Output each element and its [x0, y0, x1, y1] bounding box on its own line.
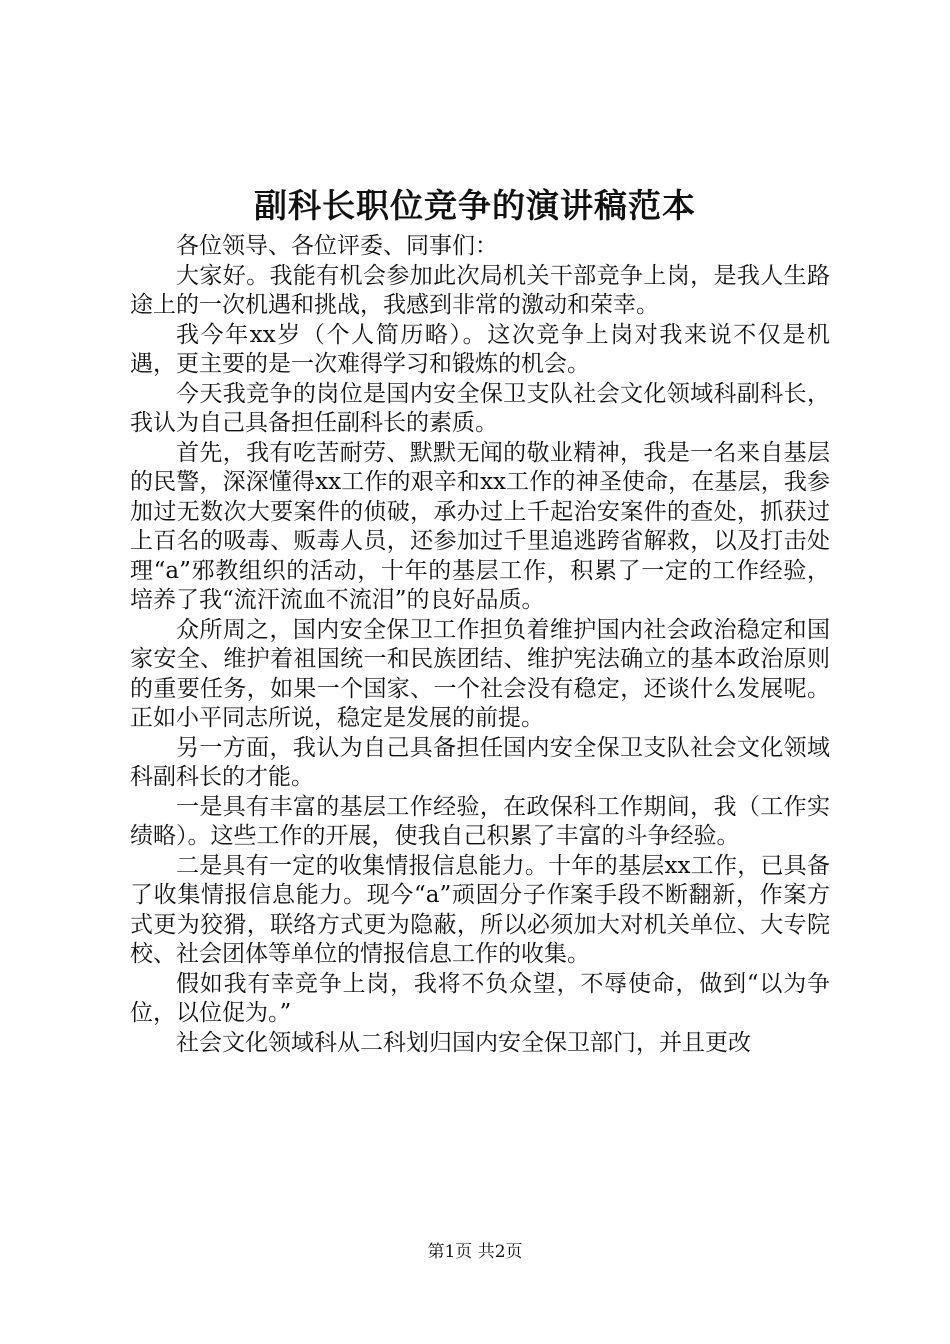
paragraph: 一是具有丰富的基层工作经验，在政保科工作期间，我（工作实绩略）。这些工作的开展，使我自己积累了丰富的斗争经验。	[130, 793, 830, 849]
paragraph: 今天我竞争的岗位是国内安全保卫支队社会文化领域科副科长，我认为自己具备担任副科长的素质。	[130, 380, 830, 436]
paragraph: 另一方面，我认为自己具备担任国内安全保卫支队社会文化领域科副科长的才能。	[130, 734, 830, 790]
paragraph: 首先，我有吃苦耐劳、默默无闻的敬业精神，我是一名来自基层的民警，深深懂得xx工作的艰辛和xx工作的神圣使命，在基层，我参加过无数次大要案件的侦破，承办过上千起治安案件的查处，抓获过上百名的吸毒、贩毒人员，还参加过千里追逃跨省解救，以及打击处理“a”邪教组织的活动，十年的基层工作，积累了一定的工作经验，培养了我“流汗流血不流泪”的良好品质。	[130, 439, 830, 613]
paragraph: 假如我有幸竞争上岗，我将不负众望，不辱使命，做到“以为争位，以位促为。”	[130, 970, 830, 1026]
paragraph: 二是具有一定的收集情报信息能力。十年的基层xx工作，已具备了收集情报信息能力。现今“a”顽固分子作案手段不断翻新，作案方式更为狡猾，联络方式更为隐蔽，所以必须加大对机关单位、大专院校、社会团体等单位的情报信息工作的收集。	[130, 852, 830, 967]
paragraph: 社会文化领域科从二科划归国内安全保卫部门，并且更改	[176, 1029, 751, 1056]
paragraph: 众所周之，国内安全保卫工作担负着维护国内社会政治稳定和国家安全、维护着祖国统一和民族团结、维护宪法确立的基本政治原则的重要任务，如果一个国家、一个社会没有稳定，还谈什么发展呢。正如小平同志所说，稳定是发展的前提。	[130, 616, 830, 731]
paragraph: 我今年xx岁（个人简历略）。这次竞争上岗对我来说不仅是机遇，更主要的是一次难得学习和锻炼的机会。	[130, 321, 830, 377]
document-body	[130, 232, 830, 1058]
paragraph-greeting: 各位领导、各位评委、同事们：	[176, 233, 498, 259]
page-footer: 第1页 共2页	[427, 1242, 523, 1262]
document-title: 副科长职位竞争的演讲稿范本	[254, 186, 696, 225]
paragraph: 大家好。我能有机会参加此次局机关干部竞争上岗，是我人生路途上的一次机遇和挑战，我感到非常的激动和荣幸。	[130, 262, 830, 318]
